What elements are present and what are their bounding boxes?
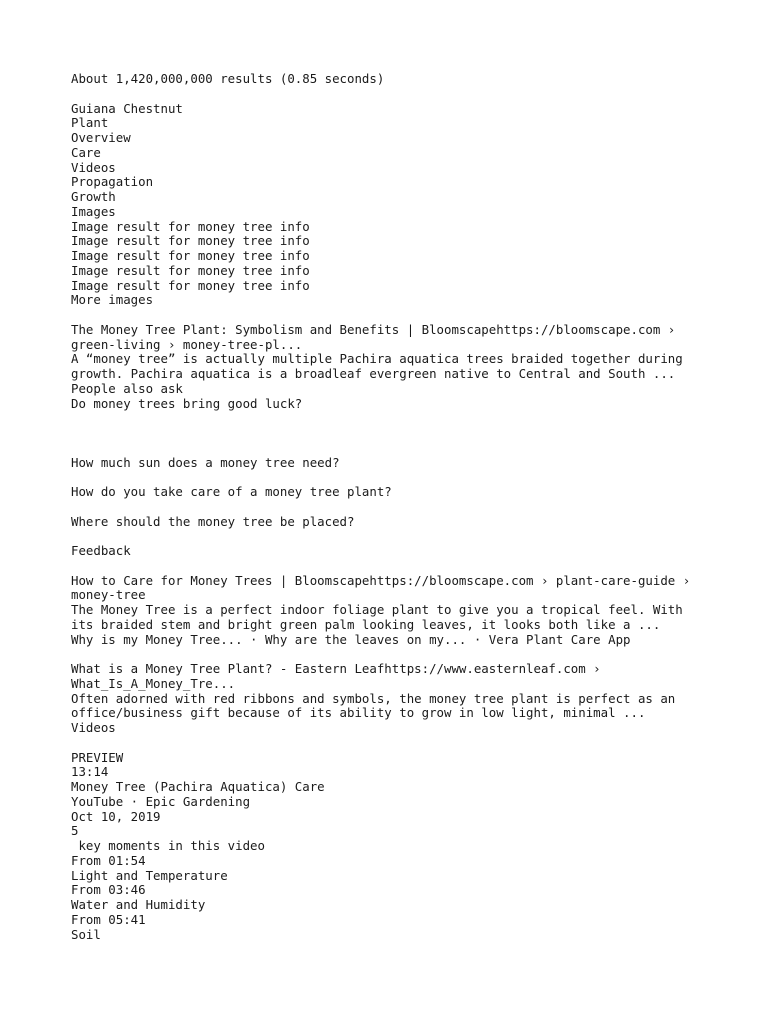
image-result[interactable]: Image result for money tree info [71, 218, 310, 234]
tab-growth[interactable]: Growth [71, 189, 116, 204]
people-also-ask [71, 382, 711, 559]
tab-images[interactable]: Images [71, 203, 116, 219]
videos-section [71, 721, 711, 942]
spacer [71, 411, 711, 455]
result-snippet: The Money Tree is a perfect indoor foliage plant to give you a tropical feel. With its braided stem and bright green palm looking leaves, it looks both like a ... [71, 602, 683, 632]
spacer [71, 736, 711, 751]
result-stats: About 1,420,000,000 results (0.85 seconds) [71, 71, 385, 86]
spacer [71, 87, 711, 102]
spacer [71, 529, 711, 544]
video-date: Oct 10, 2019 [71, 808, 161, 824]
question-item[interactable]: How much sun does a money tree need? [71, 454, 340, 470]
key-moment-time[interactable]: From 03:46 [71, 882, 146, 898]
video-title-link[interactable]: Money Tree (Pachira Aquatica) Care [71, 779, 325, 794]
spacer [71, 559, 711, 574]
result-snippet: Often adorned with red ribbons and symbols, the money tree plant is perfect as an office/business gift because of its ability to grow in low light, minimal ... [71, 690, 676, 721]
search-result [71, 662, 711, 721]
knowledge-panel-subtitle: Plant [71, 115, 109, 131]
search-result [71, 323, 711, 382]
people-also-ask-heading: People also ask [71, 380, 183, 396]
result-title-link[interactable]: How to Care for Money Trees | Bloomscapehttps://bloomscape.com › plant-care-guide › money-tree [71, 572, 691, 603]
key-moment-label[interactable]: Water and Humidity [71, 897, 206, 912]
result-title-link[interactable]: What is a Money Tree Plant? - Eastern Leafhttps://www.easternleaf.com › What_Is_A_Money_Tre... [71, 661, 601, 691]
image-result[interactable]: Image result for money tree info [71, 262, 310, 278]
tab-overview[interactable]: Overview [71, 130, 131, 145]
video-duration: 13:14 [71, 764, 109, 780]
key-moment-label[interactable]: Soil [71, 926, 101, 942]
result-title-link[interactable]: The Money Tree Plant: Symbolism and Benefits | Bloomscapehttps://bloomscape.com › green-living › money-tree-pl... [71, 321, 676, 352]
spacer [71, 500, 711, 515]
search-result [71, 574, 711, 648]
key-moments-label: key moments in this video [71, 838, 265, 853]
feedback-link[interactable]: Feedback [71, 543, 131, 558]
tab-videos[interactable]: Videos [71, 159, 116, 175]
video-source: YouTube · Epic Gardening [71, 793, 251, 809]
image-result[interactable]: Image result for money tree info [71, 248, 310, 263]
image-result[interactable]: Image result for money tree info [71, 233, 310, 249]
question-item[interactable]: Do money trees bring good luck? [71, 395, 303, 411]
question-item[interactable]: How do you take care of a money tree plant? [71, 484, 392, 499]
videos-heading: Videos [71, 720, 116, 735]
question-item[interactable]: Where should the money tree be placed? [71, 513, 355, 529]
key-moment-label[interactable]: Light and Temperature [71, 867, 228, 883]
knowledge-panel-title[interactable]: Guiana Chestnut [71, 100, 183, 116]
key-moments-count: 5 [71, 823, 79, 839]
key-moment-time[interactable]: From 05:41 [71, 911, 146, 927]
tab-care[interactable]: Care [71, 144, 101, 160]
result-snippet: A “money tree” is actually multiple Pachira aquatica trees braided together during growth. Pachira aquatica is a broadleaf evergreen native to Central and South ... [71, 351, 683, 381]
more-images-link[interactable]: More images [71, 292, 154, 308]
image-result[interactable]: Image result for money tree info [71, 277, 310, 293]
search-results-page [71, 72, 711, 942]
result-sitelinks[interactable]: Why is my Money Tree... · Why are the leaves on my... · Vera Plant Care App [71, 631, 631, 647]
spacer [71, 647, 711, 662]
spacer [71, 470, 711, 485]
knowledge-panel [71, 102, 711, 309]
tab-propagation[interactable]: Propagation [71, 174, 154, 190]
video-preview-label[interactable]: PREVIEW [71, 749, 124, 765]
spacer [71, 308, 711, 323]
key-moment-time[interactable]: From 01:54 [71, 852, 146, 868]
